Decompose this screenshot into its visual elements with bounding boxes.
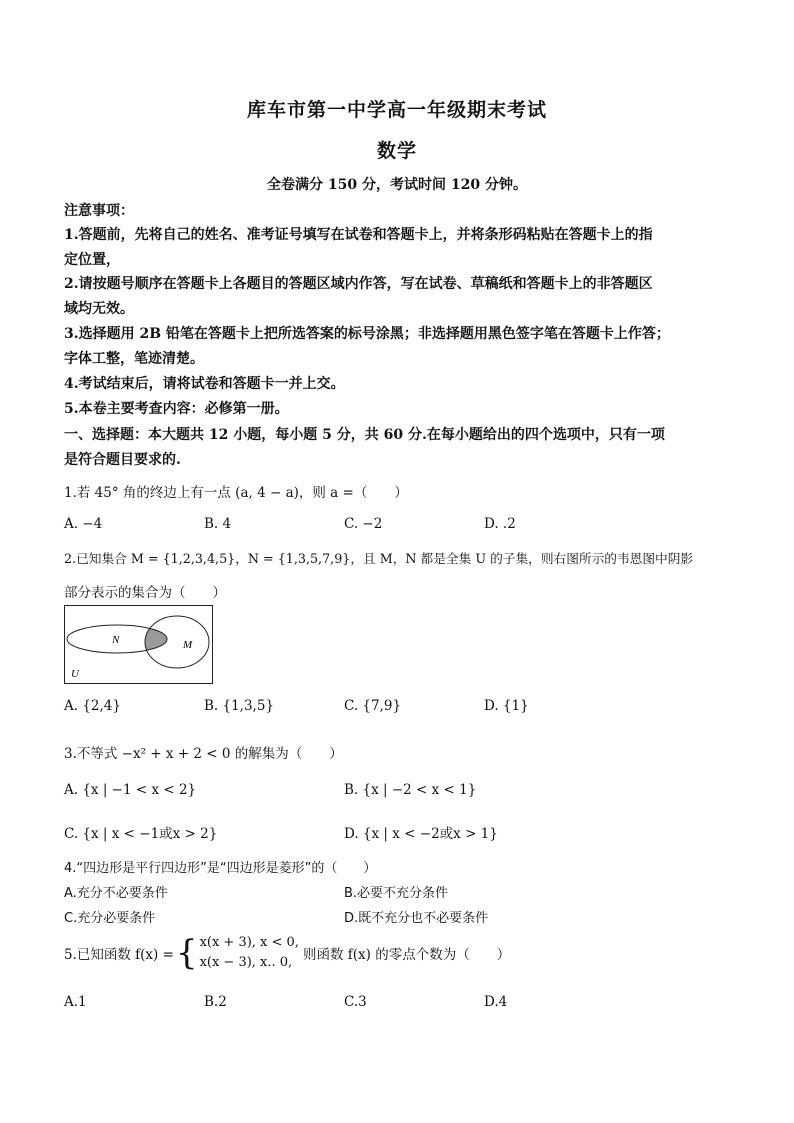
question-5-stem	[64, 933, 510, 973]
q5-piecewise-cases	[200, 933, 299, 973]
venn-svg	[65, 606, 212, 683]
q5-case-1: x(x + 3), x < 0,	[199, 935, 299, 950]
question-2-stem-line-1: 2.已知集合 M = {1,2,3,4,5}，N = {1,3,5,7,9}，且 M，N 都是全集 U 的子集，则右图所示的韦恩图中阴影	[64, 551, 694, 566]
q1-option-c: C. −2	[344, 516, 383, 532]
q3-option-b: B. {x | −2 < x < 1}	[344, 782, 477, 798]
note-2-line-1: 2.请按题号顺序在答题卡上各题目的答题区域内作答，写在试卷、草稿纸和答题卡上的非答题区	[64, 276, 653, 292]
question-1-stem: 1.若 45° 角的终边上有一点 (a, 4 − a)，则 a =（ ）	[64, 485, 408, 501]
q5-option-b: B.2	[204, 994, 227, 1010]
q4-option-a: A.充分不必要条件	[64, 886, 168, 901]
q3-option-c: C. {x | x < −1或x > 2}	[64, 826, 218, 842]
q5-option-d: D.4	[484, 994, 508, 1010]
note-1-line-1: 1.答题前，先将自己的姓名、准考证号填写在试卷和答题卡上，并将条形码粘贴在答题卡上的指	[64, 227, 653, 243]
q2-option-a: A. {2,4}	[64, 698, 121, 714]
venn-label-u: U	[71, 668, 79, 680]
question-2-stem-line-2: 部分表示的集合为（ ）	[64, 585, 226, 601]
q3-option-a: A. {x | −1 < x < 2}	[64, 782, 197, 798]
q5-case-2: x(x − 3), x.. 0,	[199, 955, 293, 970]
q3-option-d: D. {x | x < −2或x > 1}	[344, 826, 498, 842]
notes-heading: 注意事项：	[64, 203, 134, 219]
q5-brace: {	[175, 933, 198, 973]
section-1-line-2: 是符合题目要求的.	[64, 452, 181, 468]
question-3-stem: 3.不等式 −x² + x + 2 < 0 的解集为（ ）	[64, 746, 343, 762]
q4-option-c: C.充分必要条件	[64, 911, 156, 926]
venn-label-n: N	[112, 634, 120, 646]
venn-diagram	[64, 605, 213, 684]
q4-option-d: D.既不充分也不必要条件	[344, 911, 489, 926]
q5-stem-suffix: 则函数 f(x) 的零点个数为（ ）	[302, 947, 511, 963]
note-4: 4.考试结束后，请将试卷和答题卡一并上交。	[64, 376, 345, 392]
q1-option-a: A. −4	[64, 516, 103, 532]
note-2-line-2: 域均无效。	[64, 301, 134, 317]
note-3-line-2: 字体工整，笔迹清楚。	[64, 351, 204, 367]
q2-option-b: B. {1,3,5}	[204, 698, 275, 714]
q1-option-d: D. .2	[484, 516, 516, 532]
q2-option-c: C. {7,9}	[344, 698, 402, 714]
note-5: 5.本卷主要考查内容：必修第一册。	[64, 401, 289, 417]
note-3-line-1: 3.选择题用 2B 铅笔在答题卡上把所选答案的标号涂黑；非选择题用黑色签字笔在答题卡上作答；	[64, 326, 670, 342]
note-1-line-2: 定位置，	[64, 252, 120, 268]
exam-info: 全卷满分 150 分，考试时间 120 分钟。	[267, 177, 527, 193]
section-1-line-1: 一、选择题：本大题共 12 小题，每小题 5 分，共 60 分.在每小题给出的四个选项中，只有一项	[64, 427, 665, 443]
q5-option-a: A.1	[64, 994, 87, 1010]
q5-option-c: C.3	[344, 994, 367, 1010]
q1-option-b: B. 4	[204, 516, 232, 532]
q2-option-d: D. {1}	[484, 698, 529, 714]
q5-stem-prefix: 5.已知函数 f(x) =	[64, 947, 174, 963]
subject-title: 数学	[376, 140, 417, 162]
exam-title: 库车市第一中学高一年级期末考试	[246, 99, 547, 121]
q4-option-b: B.必要不充分条件	[344, 886, 449, 901]
venn-label-m: M	[183, 639, 193, 651]
question-4-stem: 4.“四边形是平行四边形”是“四边形是菱形”的（ ）	[64, 861, 377, 876]
